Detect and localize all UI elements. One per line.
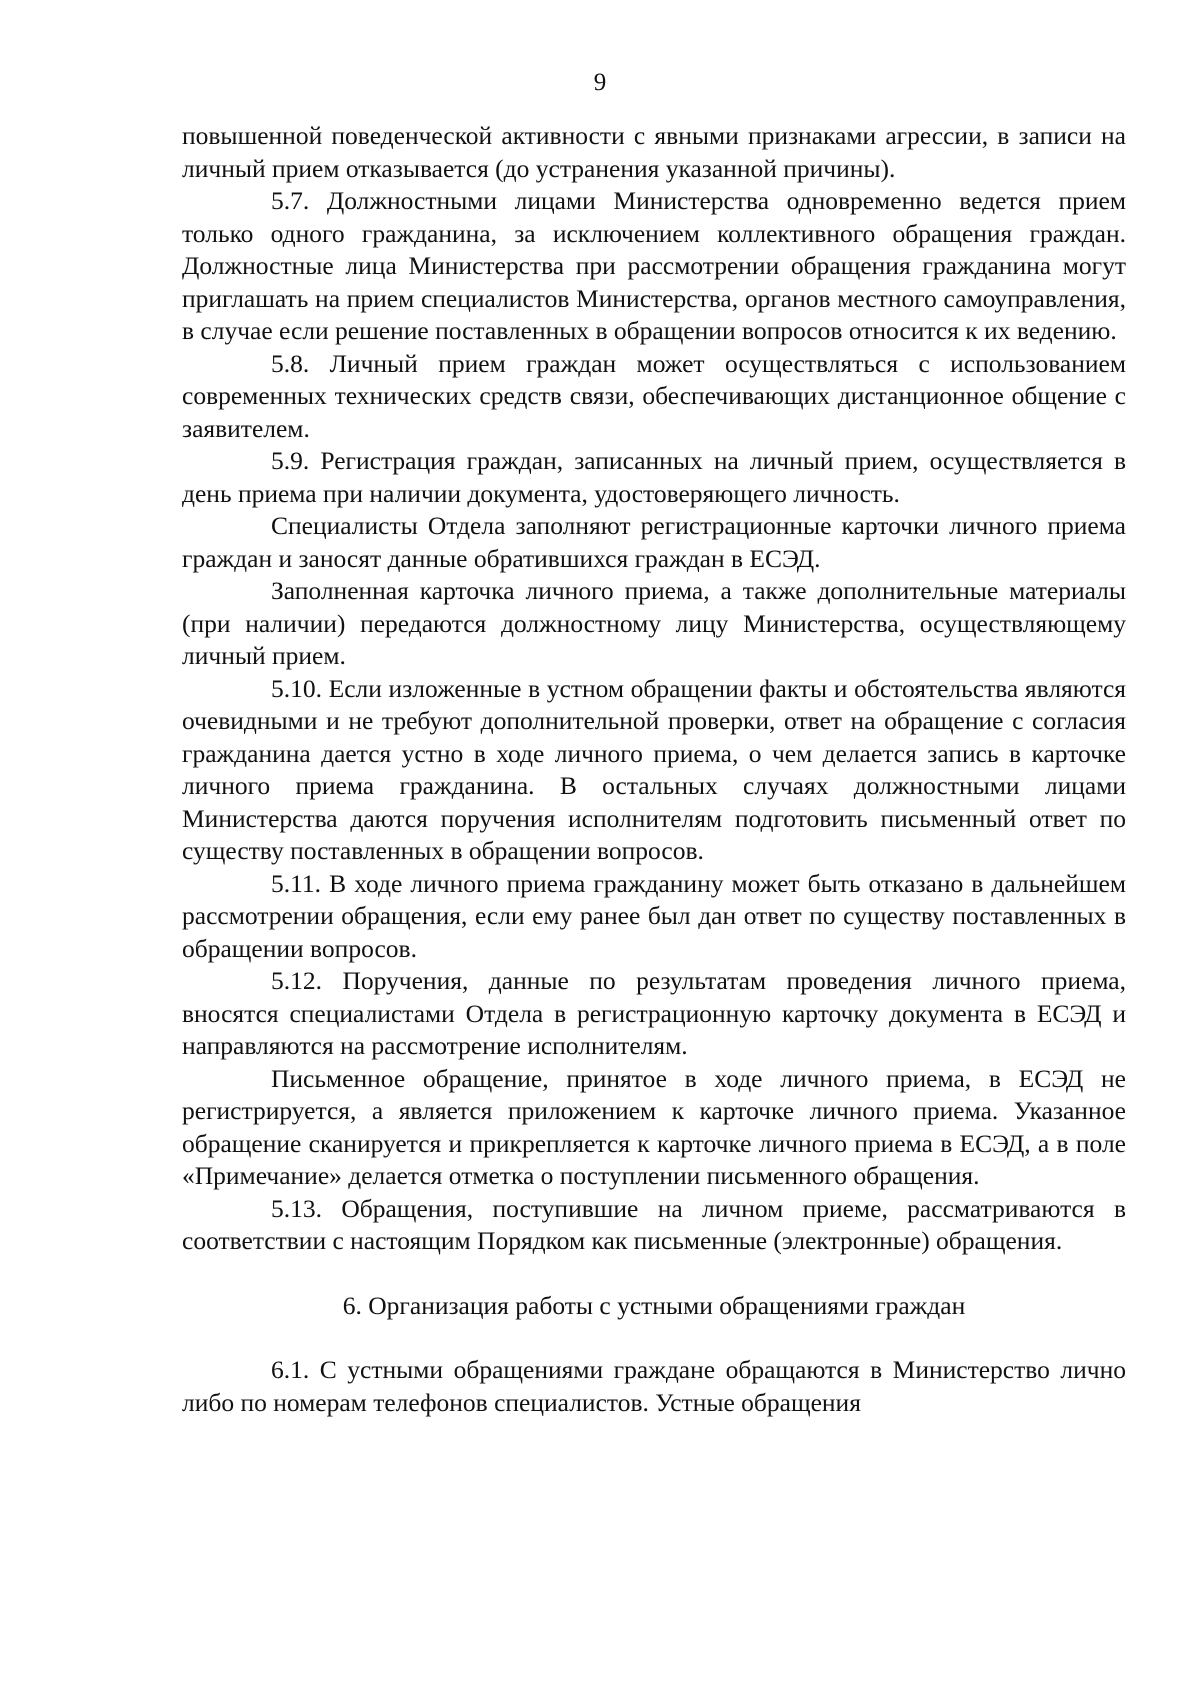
paragraph-6-1: 6.1. С устными обращениями граждане обращаются в Министерство лично либо по номерам телефонов специалистов. Устные обращения (182, 1355, 1126, 1417)
paragraph-filled-card: Заполненная карточка личного приема, а также дополнительные материалы (при наличии) передаются должностному лицу Министерства, осуществляющему личный прием. (182, 576, 1126, 670)
paragraph-5-11: 5.11. В ходе личного приема гражданину может быть отказано в дальнейшем рассмотрении обращения, если ему ранее был дан ответ по существу поставленных в обращении вопросов. (182, 868, 1126, 963)
paragraph-written-appeal: Письменное обращение, принятое в ходе личного приема, в ЕСЭД не регистрируется, а является приложением к карточке личного приема. Указанное обращение сканируется и прикрепляется к карточке личного приема в ЕСЭД, а в поле «Примечание» делается отметка о поступлении письменного обращения. (182, 1063, 1126, 1190)
paragraph-5-7: 5.7. Должностными лицами Министерства одновременно ведется прием только одного гражданина, за исключением коллективного обращения граждан. Должностные лица Министерства при рассмотрении обращения гражданина могут приглашать на прием специалистов Министерства, органов местного самоуправления, в случае если решение поставленных в обращении вопросов относится к их ведению. (182, 186, 1126, 345)
paragraph-5-9: 5.9. Регистрация граждан, записанных на личный прием, осуществляется в день приема при наличии документа, удостоверяющего личность. (182, 446, 1126, 508)
section-heading: 6. Организация работы с устными обращениями граждан (342, 1290, 966, 1320)
paragraph-5-8: 5.8. Личный прием граждан может осуществляться с использованием современных технических средств связи, обеспечивающих дистанционное общение с заявителем. (182, 348, 1126, 443)
page-number: 9 (593, 69, 607, 96)
paragraph-continuation: повышенной поведенческой активности с явными признаками агрессии, в записи на личный прием отказывается (до устранения указанной причины). (182, 121, 1126, 183)
paragraph-5-10: 5.10. Если изложенные в устном обращении факты и обстоятельства являются очевидными и не требуют дополнительной проверки, ответ на обращение с согласия гражданина дается устно в ходе личного приема, о чем делается запись в карточке личного приема гражданина. В остальных случаях должностными лицами Министерства даются поручения исполнителям подготовить письменный ответ по существу поставленных в обращении вопросов. (182, 673, 1126, 865)
paragraph-5-12: 5.12. Поручения, данные по результатам проведения личного приема, вносятся специалистами Отдела в регистрационную карточку документа в ЕСЭД и направляются на рассмотрение исполнителям. (182, 966, 1126, 1060)
document-body (182, 120, 1126, 1419)
paragraph-specialists: Специалисты Отдела заполняют регистрационные карточки личного приема граждан и заносят данные обратившихся граждан в ЕСЭД. (182, 511, 1126, 573)
paragraph-5-13: 5.13. Обращения, поступившие на личном приеме, рассматриваются в соответствии с настоящим Порядком как письменные (электронные) обращения. (182, 1193, 1126, 1255)
